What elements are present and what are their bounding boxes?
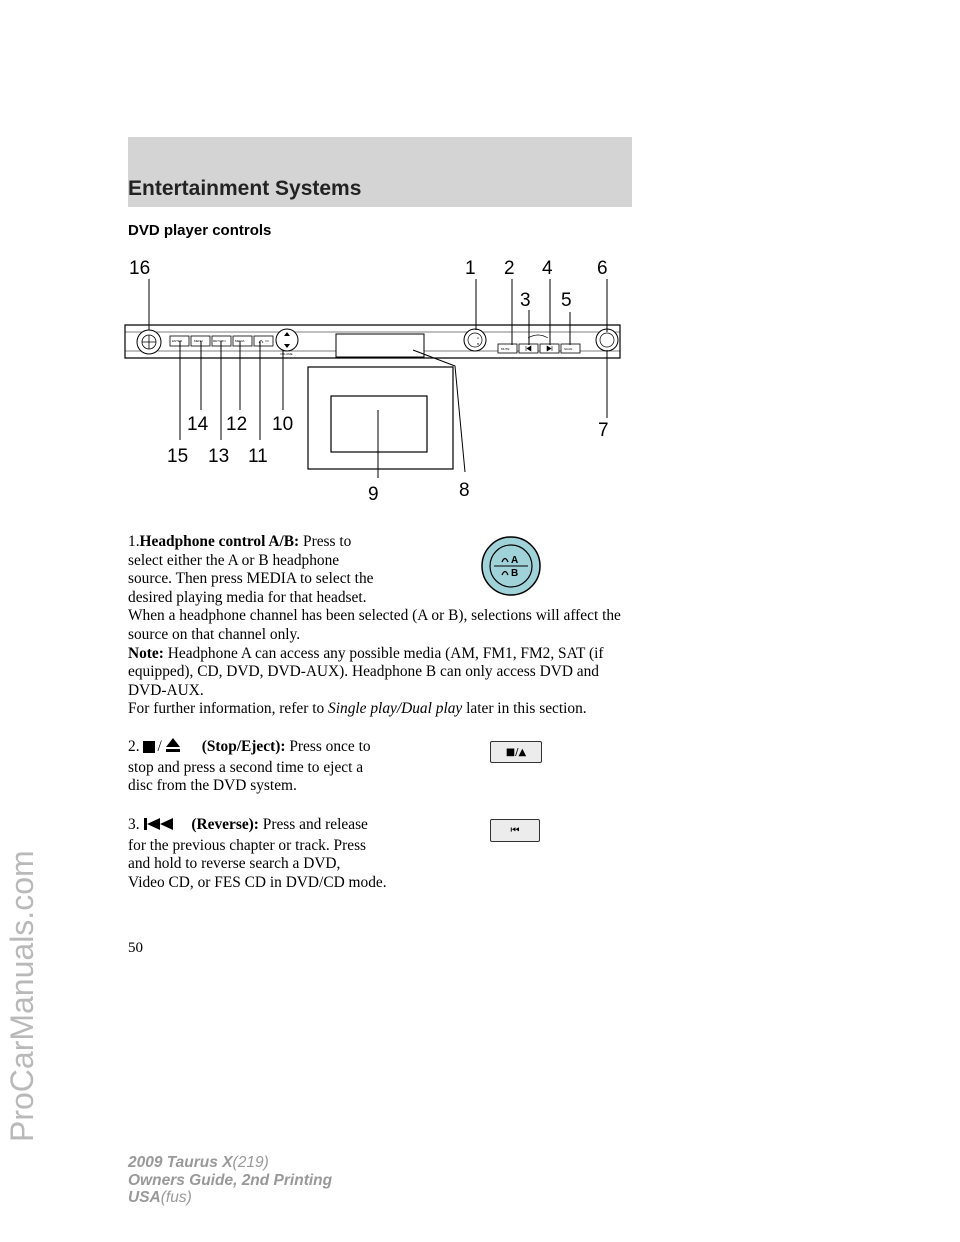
section-heading: DVD player controls (128, 222, 272, 239)
footer-market-code: (fus) (160, 1189, 192, 1206)
menu-label: MENU (194, 339, 203, 343)
reverse-glyph: ⏮ (510, 825, 520, 836)
footer-market: USA (128, 1189, 161, 1206)
item3-paragraph (128, 816, 387, 891)
item3-text: Press and release for the previous chapter or track. Press and hold to reverse search a DVD, Video CD, or FES CD in DVD/CD mode. (128, 816, 387, 891)
callout-9: 9 (368, 484, 379, 505)
stop-eject-button-illustration (490, 741, 542, 763)
knob-b-text: B (511, 568, 519, 579)
callout-14: 14 (187, 414, 209, 435)
item1-number: 1. (128, 533, 140, 550)
footer-line1 (128, 1154, 332, 1172)
footer-model: 2009 Taurus X (128, 1154, 233, 1171)
item2-slash: / (157, 738, 162, 755)
footer-line2: Owners Guide, 2nd Printing (128, 1171, 333, 1189)
callout-16: 16 (129, 258, 151, 279)
return-label: RETURN (213, 339, 226, 343)
callout-10: 10 (272, 414, 294, 435)
footer-line3 (128, 1189, 332, 1207)
enter-label: ENTER (172, 339, 183, 343)
dvd-controls-diagram (120, 250, 640, 515)
stop-eject-glyph: ■/▲ (505, 746, 527, 758)
ref-link: Single play/Dual play (328, 700, 463, 718)
item3-title: (Reverse): (191, 816, 259, 833)
callout-8: 8 (459, 480, 470, 501)
callout-11: 11 (248, 446, 268, 467)
callout-4: 4 (542, 258, 553, 279)
item1-note (128, 645, 638, 701)
item1-title: Headphone control A/B: (139, 533, 300, 550)
callout-13: 13 (208, 446, 230, 467)
media-label: MEDIA (235, 339, 245, 343)
volume-label: VOLUME (280, 352, 293, 356)
callout-5: 5 (561, 290, 572, 311)
callout-3: 3 (520, 290, 531, 311)
footer (128, 1154, 332, 1207)
callout-6: 6 (597, 258, 608, 279)
ref-suffix: later in this section. (466, 700, 587, 718)
item3-full-text (128, 816, 638, 892)
knob-label-b: B (477, 342, 480, 346)
item3-number: 3. (128, 816, 140, 833)
mute-label: MUTE (501, 347, 510, 351)
scan-label: SCAN (564, 347, 573, 351)
item1-continued (128, 533, 638, 719)
item2-number: 2. (128, 738, 140, 755)
footer-model-code: (219) (232, 1154, 269, 1171)
item1-text: Press to select either the A or B headphone source. Then press MEDIA to select the desired playing media for that headset. When a headphone channel has been selected (A or B), selections will affect the source on that channel only. (128, 533, 621, 643)
watermark: ProCarManuals.com (4, 850, 40, 1142)
item2-text: Press once to stop and press a second time to eject a disc from the DVD system. (128, 738, 371, 795)
callout-1: 1 (465, 258, 476, 279)
stop-icon (143, 741, 155, 753)
header-band (128, 137, 632, 207)
screen-inner (331, 396, 427, 452)
ref-prefix: For further information, refer to (128, 700, 325, 718)
item2-block (128, 737, 638, 797)
callout-12: 12 (226, 414, 248, 435)
item2-title: (Stop/Eject): (201, 738, 286, 755)
page-title: Entertainment Systems (128, 177, 362, 200)
item1-reference (128, 700, 638, 719)
knob-a-text: A (511, 555, 519, 566)
reverse-button-illustration (490, 819, 540, 842)
reverse-icon (143, 817, 175, 837)
callout-7: 7 (598, 420, 609, 441)
knob-label-a: A (477, 336, 480, 340)
callout-2: 2 (504, 258, 515, 279)
note-text: Headphone A can access any possible media (AM, FM1, FM2, SAT (if equipped), CD, DVD, DVD-AUX). Headphone B can only access DVD and DVD-AUX. (128, 644, 604, 699)
note-label: Note: (128, 644, 164, 662)
display-window (336, 334, 424, 357)
page-number: 50 (128, 940, 143, 956)
callout-15: 15 (167, 446, 189, 467)
eject-icon (165, 737, 181, 759)
